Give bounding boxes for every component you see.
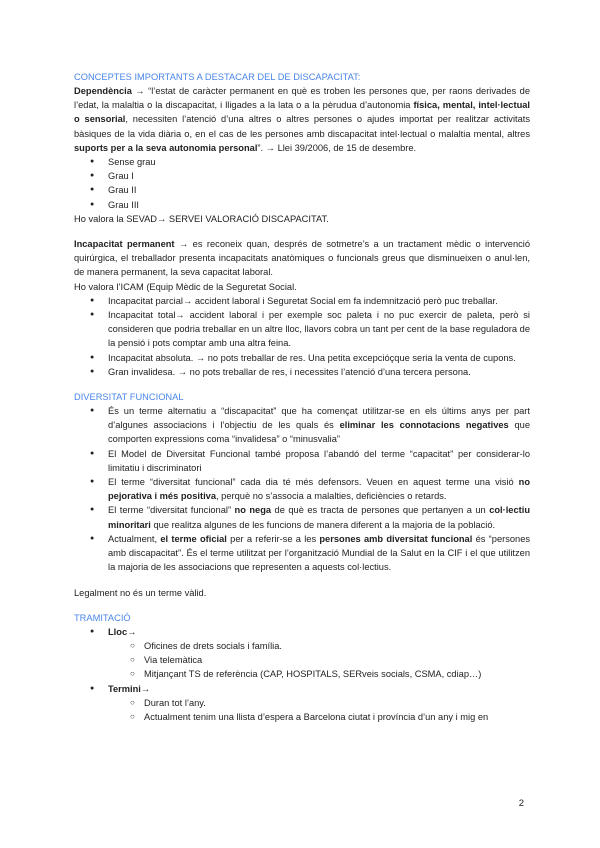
list-item: ● Sense grau [74,155,530,169]
paragraph-dependencia: Dependència → “l’estat de caràcter permanent en què es troben les persones que, per raons derivades de l’edat, la malaltia o la discapacitat, i lligades a la lata o a la pèrudua d’autonomia física, mental, intel·lectual o sensorial, necessiten l’atenció d’una altres o altres persones o ajudes importat per realitzar activitats bàsiques de la vida diària o, en el cas de les persones amb discapacitat intel·lectual o malaltia mental, altres suports per a la seva autonomia personal”. → Llei 39/2006, de 15 de desembre. [74,86,531,153]
paragraph-icam: Ho valora l’ICAM (Equip Mèdic de la Seguretat Social. [74,281,297,292]
heading-conceptes: CONCEPTES IMPORTANTS A DESTACAR DEL DE DISCAPACITAT: [74,72,361,82]
paragraph-incapacitat: Incapacitat permanent → es reconeix quan, després de sotmetre’s a un tractament mèdic o intervenció quirúrgica, el treballador presenta incapacitats anatòmiques o funcionals greus que disminueixen o anul·len, de manera permanent, la seva capacitat laboral. [74,239,531,278]
heading-diversitat: DIVERSITAT FUNCIONAL [74,392,184,403]
list-item-lloc: ● Lloc→ ○ Oficines de drets socials i família. ○ Via telemàtica ○ Mitjançant TS de referència (CAP, HOSPITALS, SERveis socials, CSMA, cdiap…) [74,625,530,682]
list-item: ● Grau I [74,169,530,183]
heading-tramitacio: TRAMITACIÓ [74,612,131,623]
list-item: ● Incapacitat absoluta. → no pots treballar de res. Una petita excepcióçque seria la venta de cupons. [74,351,530,365]
list-item-termini: ● Termini→ ○ Duran tot l’any. ○ Actualment tenim una llista d’espera a Barcelona ciutat i província d’un any i mig en [74,682,530,725]
termini-sublist [74,696,530,724]
lloc-sublist [74,639,530,682]
incapacitat-list [74,294,530,379]
term-dependencia: Dependència [74,86,132,96]
paragraph-legalment: Legalment no és un terme vàlid. [74,587,207,598]
list-item: ○ Oficines de drets socials i família. [74,639,530,653]
grades-list [74,155,530,212]
list-item: ● Incapacitat parcial→ accident laboral i Seguretat Social em fa indemnització però puc treballar. [74,294,530,308]
list-item: ● Grau III [74,198,530,212]
diversitat-list [74,404,530,574]
list-item: ○ Actualment tenim una llista d’espera a Barcelona ciutat i província d’un any i mig en [74,710,530,724]
document-body [74,70,530,724]
list-item: ○ Mitjançant TS de referència (CAP, HOSPITALS, SERveis socials, CSMA, cdiap…) [74,667,530,681]
list-item: ○ Via telemàtica [74,653,530,667]
list-item: ● Incapacitat total→ accident laboral i per exemple soc paleta i no puc exercir de paleta, però si consideren que podria treballar en un altre lloc, llavors cobra un tant per cent de la base reguladora de la pensió i pots comptar amb una altra feina. [74,308,530,351]
page-number: 2 [518,798,524,809]
list-item: ● És un terme alternatiu a “discapacitat” que ha començat utilitzar-se en els últims anys per part d’algunes associacions i l’objectiu de les quals és eliminar les connotacions negatives que comporten expressions coma “invalidesa” o “minusvalia” [74,404,530,447]
list-item: ● El terme “diversitat funcional” no nega de què es tracta de persones que pertanyen a un col·lectiu minoritari que realitza algunes de les funcions de manera diferent a la majoria de la població. [74,503,530,531]
list-item: ● El terme “diversitat funcional” cada dia té més defensors. Veuen en aquest terme una visió no pejorativa i més positiva, perquè no s’associa a malalties, deficiències o retards. [74,475,530,503]
list-item: ● Actualment, el terme oficial per a referir-se a les persones amb diversitat funcional és “persones amb discapacitat”. És el terme utilitzat per l’organització Mundial de la Salut en la CIF i el que utilitzen la majoria de les associacions que representen a aquests col·lectius. [74,532,530,575]
list-item: ● El Model de Diversitat Funcional també proposa l’abandó del terme “capacitat” per considerar-lo limitatiu i discriminatori [74,447,530,475]
term-incapacitat: Incapacitat permanent [74,239,175,250]
list-item: ○ Duran tot l’any. [74,696,530,710]
paragraph-sevad: Ho valora la SEVAD→ SERVEI VALORACIÓ DISCAPACITAT. [74,213,329,224]
list-item: ● Grau II [74,183,530,197]
list-item: ● Gran invalidesa. → no pots treballar de res, i necessites l’atenció d’una tercera persona. [74,365,530,379]
tramitacio-list [74,625,530,724]
